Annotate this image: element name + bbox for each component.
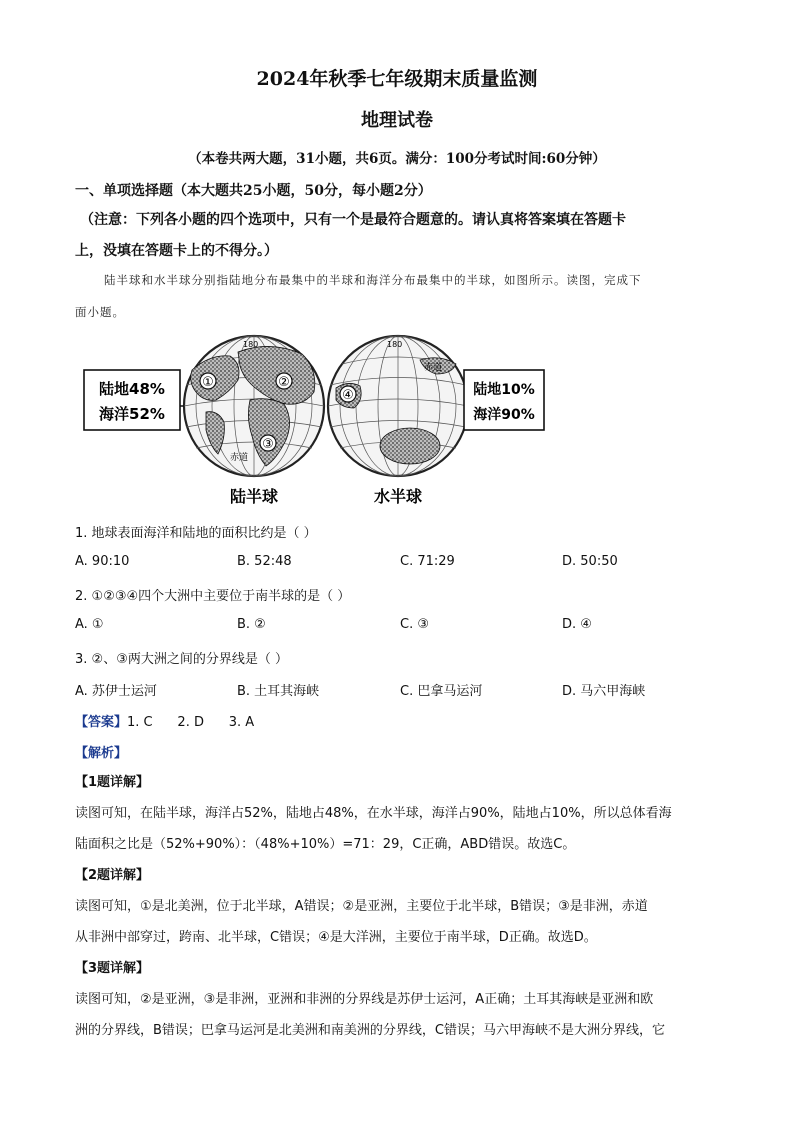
water-hemisphere-ocean-pct: 海洋90%	[473, 407, 535, 423]
land-hemisphere-land-pct: 陆地48%	[99, 380, 165, 398]
question-2-stem: 2. ①②③④四个大洲中主要位于南半球的是（ ）	[75, 589, 351, 604]
question-2-option-a: A. ①	[75, 617, 104, 632]
water-hemisphere-land-pct: 陆地10%	[473, 382, 535, 398]
analysis-part-1-line-2: 陆面积之比是（52%+90%）：（48%+10%）=71：29，C正确，ABD错误。故选C。	[75, 837, 576, 852]
water-hemisphere-globe	[328, 336, 468, 476]
question-1-option-d: D. 50:50	[562, 554, 618, 569]
land-hemisphere-ocean-pct: 海洋52%	[99, 405, 165, 423]
analysis-part-2	[75, 860, 725, 953]
analysis-part-3-line-1: 读图可知，②是亚洲，③是非洲，亚洲和非洲的分界线是苏伊士运河，A正确；土耳其海峡是亚洲和欧	[75, 992, 654, 1007]
section-note-line2: 上，没填在答题卡上的不得分。）	[75, 243, 278, 259]
marker-4: ④	[342, 388, 354, 403]
land-hemisphere-globe	[184, 336, 324, 476]
answer-line	[75, 711, 254, 730]
question-3-option-b: B. 土耳其海峡	[237, 684, 320, 699]
question-1-option-b: B. 52:48	[237, 554, 292, 569]
intro-line1: 陆半球和水半球分别指陆地分布最集中的半球和海洋分布最集中的半球，如图所示。读图，完成下	[104, 273, 642, 287]
water-hemisphere-lon: 180	[387, 340, 403, 349]
question-1-stem: 1. 地球表面海洋和陆地的面积比约是（ ）	[75, 526, 317, 541]
analysis-part-2-line-2: 从非洲中部穿过，跨南、北半球，C错误；④是大洋洲，主要位于南半球，D正确。故选D。	[75, 930, 597, 945]
water-hemisphere-label: 水半球	[373, 487, 423, 506]
answer-text: 1. C 2. D 3. A	[127, 715, 255, 730]
analysis-part-3-heading: 【3题详解】	[75, 961, 150, 976]
question-3-stem: 3. ②、③两大洲之间的分界线是（ ）	[75, 652, 288, 667]
analysis-part-1	[75, 767, 725, 860]
land-hemisphere-label: 陆半球	[229, 487, 279, 506]
analysis-part-1-line-1: 读图可知，在陆半球，海洋占52%，陆地占48%，在水半球，海洋占90%，陆地占10%，所以总体看海	[75, 806, 672, 821]
analysis-part-1-heading: 【1题详解】	[75, 775, 150, 790]
answer-label: 【答案】	[75, 715, 128, 730]
marker-2: ②	[278, 375, 290, 390]
question-1-option-c: C. 71:29	[400, 554, 455, 569]
marker-1: ①	[202, 375, 214, 390]
analysis-label: 【解析】	[75, 746, 128, 761]
exam-title: 2024年秋季七年级期末质量监测	[256, 68, 538, 90]
question-2-option-c: C. ③	[400, 617, 429, 632]
analysis-part-3	[75, 953, 725, 1046]
analysis-part-2-heading: 【2题详解】	[75, 868, 150, 883]
question-3-option-c: C. 巴拿马运河	[400, 684, 483, 699]
exam-info: （本卷共两大题，31小题，共6页。满分：100分考试时间:60分钟）	[188, 151, 606, 167]
analysis-part-2-line-1: 读图可知，①是北美洲，位于北半球，A错误；②是亚洲，主要位于北半球，B错误；③是非洲，赤道	[75, 899, 648, 914]
subject-title: 地理试卷	[361, 110, 433, 131]
section-note-line1: （注意：下列各小题的四个选项中，只有一个是最符合题意的。请认真将答案填在答题卡	[80, 212, 626, 228]
section-heading: 一、单项选择题（本大题共25小题，50分，每小题2分）	[75, 183, 432, 199]
question-1-option-a: A. 90:10	[75, 554, 130, 569]
intro-line2: 面小题。	[75, 305, 125, 319]
land-hemisphere-lon: 180	[243, 340, 259, 349]
question-2-option-b: B. ②	[237, 617, 266, 632]
analysis-part-3-line-2: 洲的分界线，B错误；巴拿马运河是北美洲和南美洲的分界线，C错误；马六甲海峡不是大洲分界线，它	[75, 1023, 665, 1038]
land-hemisphere-equator: 赤道	[230, 453, 249, 463]
question-3-option-d: D. 马六甲海峡	[562, 684, 646, 699]
water-hemisphere-equator: 赤道	[424, 363, 443, 373]
hemisphere-figure	[80, 330, 550, 510]
question-2-option-d: D. ④	[562, 617, 592, 632]
marker-3: ③	[262, 437, 274, 452]
question-3-option-a: A. 苏伊士运河	[75, 684, 157, 699]
